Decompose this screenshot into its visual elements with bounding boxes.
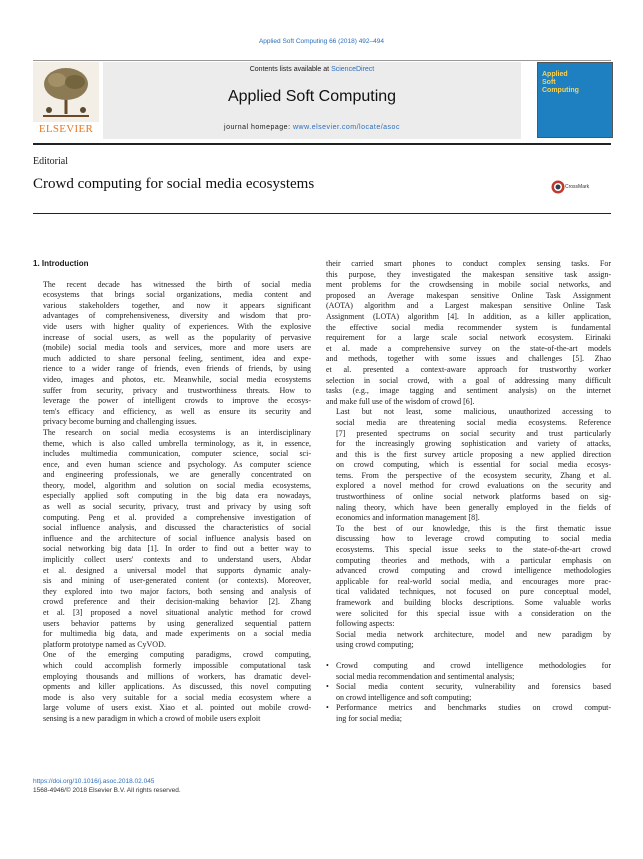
text-line: trustworthiness of online social network platforms based on sig- [336, 492, 611, 502]
text-line: ecosystems that brings social organizations, media content and [43, 290, 311, 300]
text-line: opments and killer applications. As discussed, this novel computing [43, 682, 311, 692]
text-line: includes multimedia communication, computer science, social sci- [43, 449, 311, 459]
text-line: advanced crowd computing and crowd intelligence methodologies [336, 566, 611, 576]
text-line: and methods, together with some issues and challenges [5]. Zhao [326, 354, 611, 364]
paragraph [33, 428, 311, 650]
sciencedirect-link[interactable]: ScienceDirect [331, 66, 375, 73]
text-line: and engineering professionals, we are generally concentrated on [43, 470, 311, 480]
text-line: the effective social media recommender system is fundamental [326, 322, 611, 332]
text-line: crowd preference and their decision-making behavior [2]. Zhang [43, 597, 311, 607]
text-line: social media are threatening social media ecosystems. Reference [336, 417, 611, 427]
text-line: theory, model, algorithm and solution on social media ecosystems, [43, 480, 311, 490]
text-line: they explored into two major factors, both sensing and analysis of [43, 586, 311, 596]
text-line: for multimedia big data, and made experiments on a social media [43, 629, 311, 639]
homepage-prefix: journal homepage: [224, 124, 293, 131]
left-column [33, 259, 311, 725]
journal-homepage-line [103, 124, 521, 131]
text-line: influence and the architecture of social influence analysis based on [43, 533, 311, 543]
paragraph [33, 650, 311, 724]
text-line: theme, which is also called umbrella terminology, as it, in essence, [43, 438, 311, 448]
text-line: advantages of comprehensiveness, diversity and wisdom that pro- [43, 311, 311, 321]
journal-citation[interactable]: Applied Soft Computing 66 (2018) 492–494 [258, 38, 385, 45]
text-line: leverage the power of intelligent crowds to improve the ecosys- [43, 396, 311, 406]
text-line: social networking big data [1]. In order to find out a better way to [43, 544, 311, 554]
text-line: • Social media content security, vulnerability and forensics based [336, 682, 611, 692]
text-line: and this is the first survey article proposing a new applied direction [336, 449, 611, 459]
text-line: Assignment (LOTA) algorithm [4]. In addition, as a killer application, [326, 311, 611, 321]
text-line: implicitly collect users' contexts and to understand users, Abdar [43, 555, 311, 565]
list-item [326, 703, 611, 724]
text-line: their carried smart phones to conduct complex sensing tasks. For [326, 259, 611, 268]
text-line: To the best of our knowledge, this is the first thematic issue [336, 523, 611, 533]
text-line: requirement for a large scale social network ecosystem. Eirinaki [326, 333, 611, 343]
doi-link[interactable]: https://doi.org/10.1016/j.asoc.2018.02.045 [33, 778, 155, 785]
text-line: ing for social media; [336, 713, 402, 723]
paragraph [33, 280, 311, 428]
text-line: various stakeholders together, and now it appears significant [43, 300, 311, 310]
text-line: One of the emerging computing paradigms, crowd computing, [43, 650, 311, 660]
text-line: discussing how to leverage crowd computing to social media [336, 534, 611, 544]
contents-prefix: Contents lists available at [249, 66, 332, 73]
text-line: social media recommendation and sentimental analysis; [336, 671, 515, 681]
cover-title-line: Soft [542, 79, 556, 86]
text-line: following aspects: [336, 619, 395, 629]
text-line: framework and building blocks descriptions. Some valuable works [336, 598, 611, 607]
text-line: et al. [3] proposed a novel situational analytic method for crowd [43, 608, 311, 617]
text-line: explored a novel method for crowd evaluations on the security and [336, 481, 611, 491]
text-line: • Performance metrics and benchmarks studies on crowd comput- [336, 703, 611, 713]
paragraph [326, 524, 611, 630]
text-line: on crowd intelligence and soft computing; [336, 692, 472, 702]
title-rule [33, 213, 611, 214]
text-line: The recent decade has witnessed the birth of social media [43, 279, 311, 289]
text-line: on crowd computing, which is essential for social media ecosys- [336, 460, 611, 470]
section-heading: 1. Introduction [33, 259, 89, 268]
elsevier-tree-logo-icon [33, 62, 99, 122]
header-rule [33, 60, 611, 61]
text-line: were solicited for this special issue with a consideration on the [336, 608, 611, 618]
text-line: computing theories and methods, with a particular emphasis on [336, 555, 611, 565]
text-line: much addicted to share personal feeling, sentiment, idea and expe- [43, 353, 311, 363]
text-line: • Crowd computing and crowd intelligence methodologies for [336, 660, 611, 670]
text-line: privacy become burning and challenging issues. [43, 417, 197, 427]
text-line: this purpose, they investigated the makespan sensitive task assign- [326, 269, 611, 279]
spacer [326, 651, 611, 661]
text-line: especially applied soft computing in the big data era nowadays, [43, 491, 311, 501]
article-type: Editorial [33, 156, 68, 167]
contents-line [103, 66, 521, 73]
text-line: economics and information management [8]. [336, 513, 480, 523]
paragraph [326, 630, 611, 651]
crossmark-label: CrossMark [565, 184, 590, 190]
text-line: ence, and even human science and psychology. As computer science [43, 459, 311, 469]
text-line: et al. presented a context-aware approach for trustworthy worker [326, 364, 611, 374]
cover-title-line: Computing [542, 87, 579, 94]
text-line: as well as social security, privacy, trust and privacy by using soft [43, 502, 311, 512]
text-line: vide users with higher quality of experiences. With the explosive [43, 321, 311, 331]
text-line: users behavior patterns by using generalized sequential pattern [43, 618, 311, 628]
text-line: mode is also very suitable for a social media ecosystem where a [43, 692, 311, 702]
text-line: platform prototype named as CyVOD. [43, 639, 166, 649]
text-line: tems. From the perspective of the ecosystem security, Zhang et al. [336, 470, 611, 480]
text-line: sis and mining of user-generated content (or contexts). Moreover, [43, 576, 311, 586]
text-line: applicable for real-world social media, and encourages more prac- [336, 576, 611, 586]
text-line: and make full use of the wisdom of crowd [6]. [326, 396, 475, 406]
header-bottom-rule [33, 143, 611, 145]
text-line: ment problems for the crowdsensing in mobile social networks, and [326, 280, 611, 290]
aspects-list [326, 661, 611, 725]
list-item [326, 682, 611, 703]
journal-cover-image [537, 62, 613, 138]
paragraph [326, 259, 611, 407]
text-line: et al. designed a universal model that supports dynamic analy- [43, 565, 311, 575]
text-line: large volume of users exist. Xiao et al. pointed out mobile crowd- [43, 703, 311, 713]
text-line: suffer from security, privacy and trustworthiness threats. How to [43, 385, 311, 395]
text-line: computing. Peng et al. provided a comprehensive investigation of [43, 512, 311, 522]
text-line: tical validated techniques, not focused on pure conceptual model, [336, 587, 611, 597]
text-line: rience to a wider range of friends, even friends of friends, by using [43, 364, 311, 374]
text-line: naling theory, which have been generally employed in the fields of [336, 502, 611, 512]
text-line: using crowd computing; [336, 640, 414, 650]
journal-title: Applied Soft Computing [227, 88, 397, 105]
text-line: proposed an Average makespan sensitive Online Task Assignment [326, 290, 611, 300]
text-line: social influence analysis, and discussed the characteristics of social [43, 523, 311, 533]
text-line: et al. made a comprehensive survey on the state-of-the-art models [326, 343, 611, 353]
list-item [326, 661, 611, 682]
article-title: Crowd computing for social media ecosystems [33, 176, 315, 192]
copyright-notice: 1568-4946/© 2018 Elsevier B.V. All rights reserved. [33, 787, 181, 794]
text-line: tasks (e.g., image tagging and sentiment analysis) on the internet [326, 386, 611, 396]
homepage-link[interactable]: www.elsevier.com/locate/asoc [292, 124, 400, 131]
text-line: selection in social crowd, with a goal of addressing many difficult [326, 375, 611, 385]
text-line: (mobile) social media tools and services, more and more users are [43, 343, 311, 353]
text-line: The research on social media ecosystems is an interdisciplinary [43, 427, 311, 437]
text-line: increase of social users, as well as the popularity of pervasive [43, 332, 311, 342]
right-column [326, 259, 611, 725]
text-line: for the increasingly growing sophistication and variety of attacks, [336, 439, 611, 449]
text-line: tem's efficacy and efficiency, as well as ensure its security and [43, 406, 311, 416]
text-line: Last but not least, some malicious, unauthorized accessing to [336, 407, 611, 417]
text-line: ecosystems. This special issue seeks to the state-of-the-art crowd [336, 545, 611, 555]
paragraph [326, 407, 611, 524]
text-line: employing thousands and millions of workers, has dramatic devel- [43, 671, 311, 681]
text-line: [7] presented spectrums on social security and trust particularly [336, 428, 611, 438]
publisher-logo-text: ELSEVIER [38, 123, 94, 135]
crossmark-icon [551, 180, 565, 194]
text-line: video, images and photos, etc. Meanwhile, social media ecosystems [43, 374, 311, 384]
text-line: Social media network architecture, model and new paradigm by [336, 629, 611, 639]
text-line: sensing is a new paradigm in which a crowd of mobile users exploit [43, 713, 261, 723]
text-line: which could accomplish formerly impossible computational task [43, 660, 311, 670]
cover-title-line: Applied [542, 71, 568, 78]
text-line: (AOTA) algorithm and a Largest makespan sensitive Online Task [326, 301, 611, 311]
